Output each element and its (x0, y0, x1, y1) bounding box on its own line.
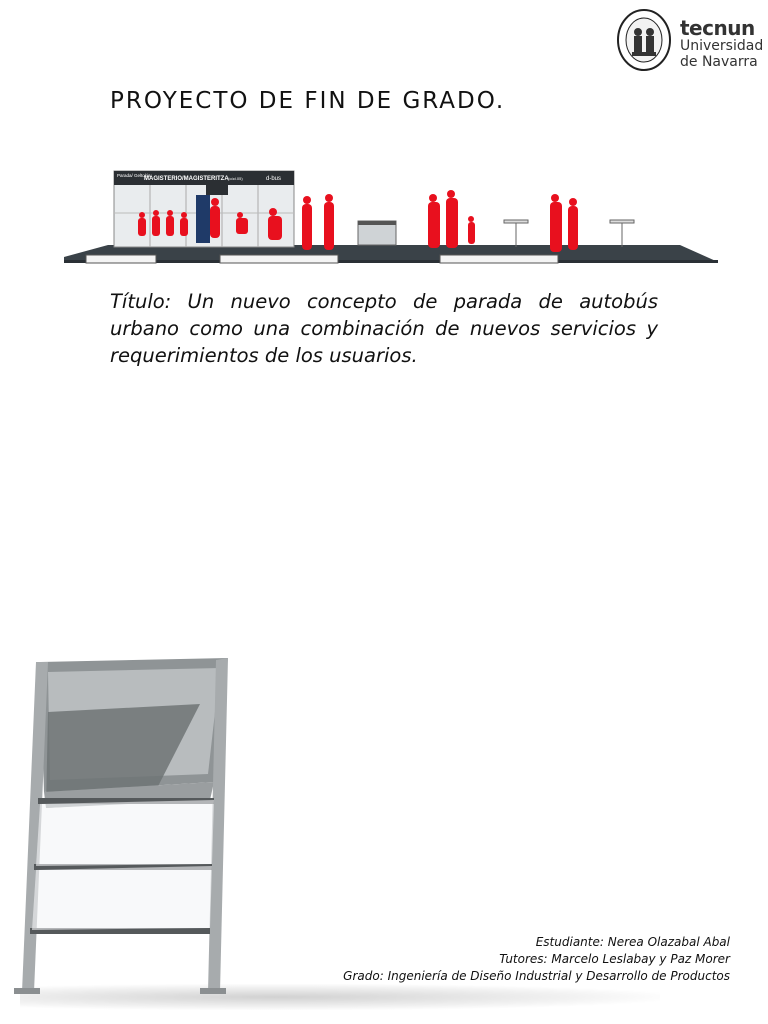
logo-university-line1: Universidad (680, 38, 764, 54)
sign-code: (cód.05) (228, 176, 243, 181)
credits (270, 934, 730, 985)
logo-university-line2: de Navarra (680, 54, 758, 70)
sign-stop-name: MAGISTERIO/MAGISTERITZA (144, 176, 229, 182)
shelter-panel-render (0, 652, 240, 1012)
project-title: Título: Un nuevo concepto de parada de autobús urbano como una combinación de nuevos servicios y requerimientos de los usuarios. (110, 290, 658, 367)
credit-degree (270, 968, 730, 985)
sign-brand: d-bus (266, 176, 282, 182)
platform (64, 245, 718, 262)
platform-edge (64, 260, 718, 263)
student-label: Estudiante: (535, 935, 604, 949)
university-logo (616, 6, 762, 78)
logo-brand: tecnun (680, 16, 755, 40)
student-value: Nerea Olazabal Abal (607, 935, 730, 949)
bus-stop-render (60, 165, 722, 270)
degree-value: Ingeniería de Diseño Industrial y Desarrollo de Productos (387, 969, 730, 983)
tutors-value: Marcelo Leslabay y Paz Morer (551, 952, 730, 966)
sign-label: Parada/ Geltokia: (117, 173, 152, 178)
degree-label: Grado: (343, 969, 384, 983)
page-title: PROYECTO DE FIN DE GRADO. (110, 88, 506, 114)
credit-student (270, 934, 730, 951)
tutors-label: Tutores: (499, 952, 548, 966)
credit-tutors (270, 951, 730, 968)
university-seal-icon (616, 8, 672, 72)
